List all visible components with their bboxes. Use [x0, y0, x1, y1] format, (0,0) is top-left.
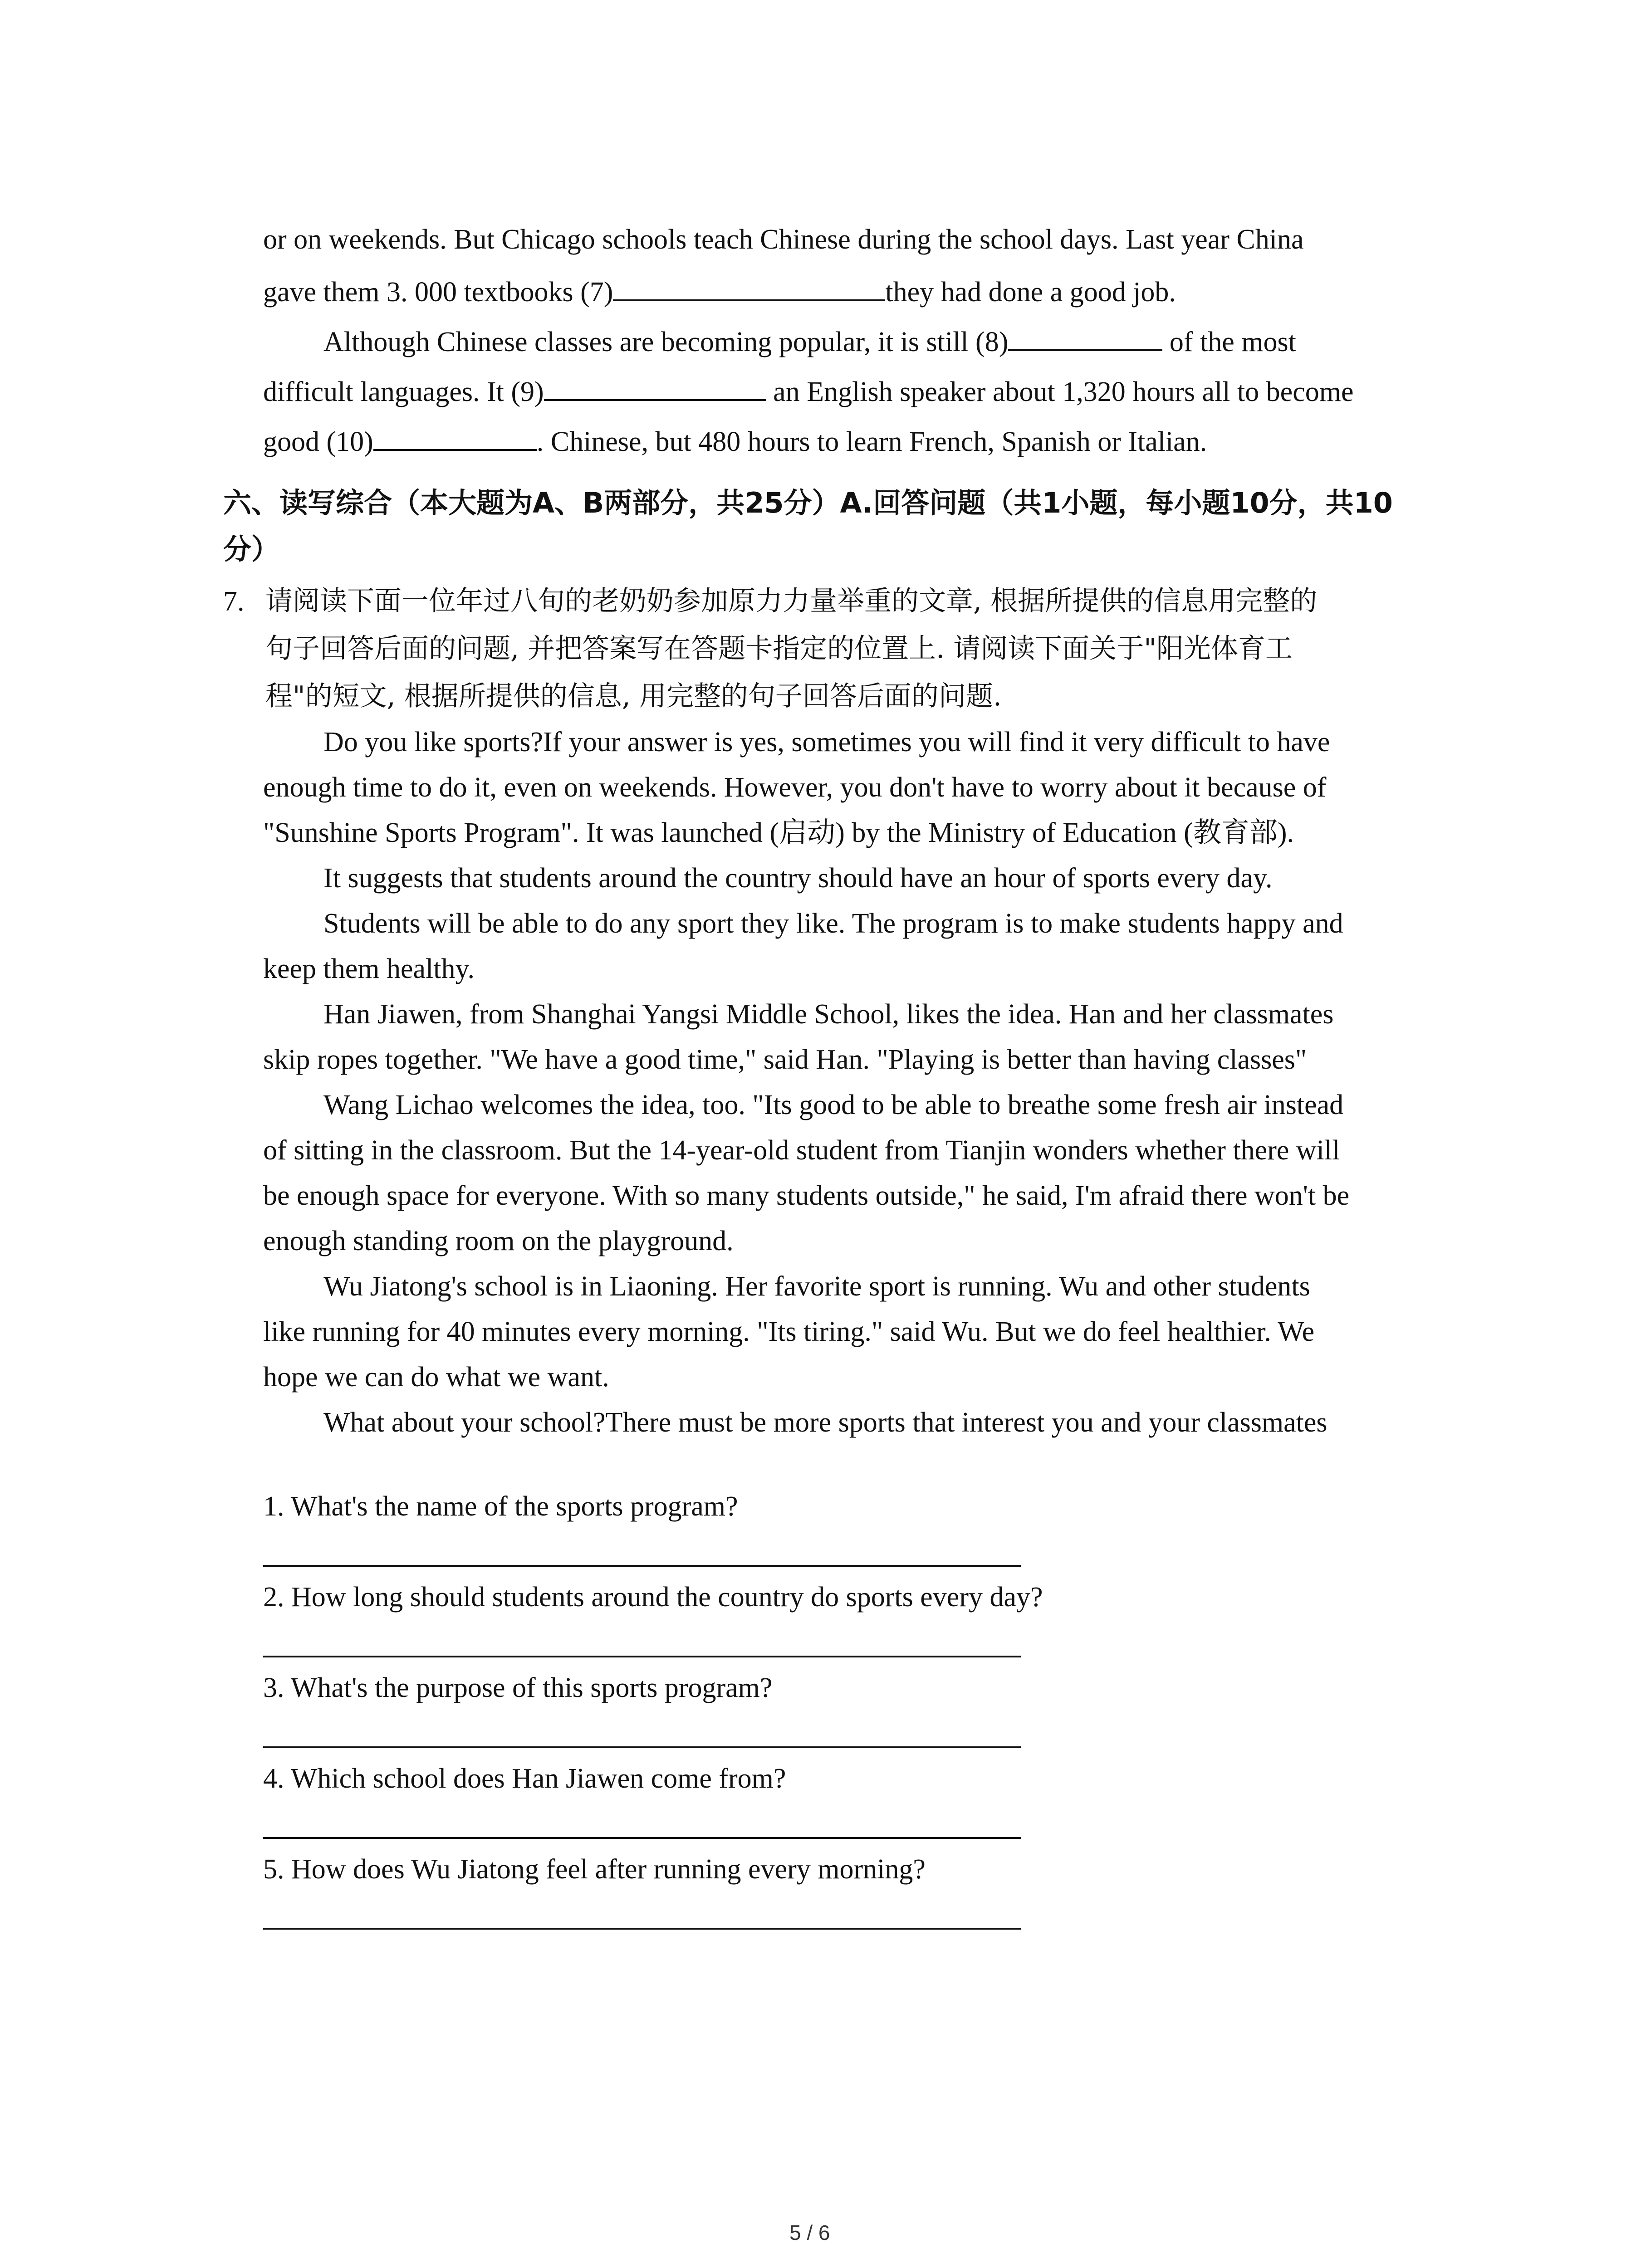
passage-line: It suggests that students around the country should have an hour of sports every day.	[323, 863, 1273, 894]
cloze-text: an English speaker about 1,320 hours all to become	[766, 376, 1354, 407]
question-3: 3. What's the purpose of this sports program?	[263, 1672, 773, 1703]
passage-line: Han Jiawen, from Shanghai Yangsi Middle School, likes the idea. Han and her classmates	[323, 999, 1334, 1030]
instruction-line-2: 句子回答后面的问题, 并把答案写在答题卡指定的位置上. 请阅读下面关于"阳光体育工	[265, 633, 1293, 665]
passage-line: "Sunshine Sports Program". It was launched (启动) by the Ministry of Education (教育部).	[263, 817, 1294, 848]
answer-line-3[interactable]	[263, 1746, 1021, 1748]
cloze-line-1: or on weekends. But Chicago schools teach Chinese during the school days. Last year China	[263, 224, 1304, 255]
passage-line: Wu Jiatong's school is in Liaoning. Her favorite sport is running. Wu and other students	[323, 1271, 1310, 1302]
passage-line: of sitting in the classroom. But the 14-year-old student from Tianjin wonders whether there will	[263, 1135, 1340, 1166]
cloze-text: difficult languages. It (9)	[263, 376, 544, 407]
instruction-line-1: 请阅读下面一位年过八旬的老奶奶参加原力力量举重的文章, 根据所提供的信息用完整的	[265, 585, 1318, 617]
section-heading-cont: 分）	[223, 533, 280, 566]
cloze-line-3	[323, 326, 1296, 356]
question-1: 1. What's the name of the sports program?	[263, 1491, 738, 1522]
passage-line: skip ropes together. "We have a good time," said Han. "Playing is better than having classes"	[263, 1044, 1307, 1075]
page-number: 5 / 6	[789, 2221, 830, 2244]
question-2: 2. How long should students around the country do sports every day?	[263, 1582, 1043, 1613]
answer-line-2[interactable]	[263, 1656, 1021, 1657]
blank-8[interactable]	[1008, 326, 1162, 351]
question-5: 5. How does Wu Jiatong feel after running every morning?	[263, 1854, 926, 1885]
passage-line: enough time to do it, even on weekends. However, you don't have to worry about it because of	[263, 772, 1327, 803]
cloze-line-2	[263, 276, 1176, 306]
cloze-text: they had done a good job.	[885, 277, 1176, 308]
cloze-text: gave them 3. 000 textbooks (7)	[263, 277, 613, 308]
blank-7[interactable]	[613, 276, 885, 301]
cloze-text: good (10)	[263, 426, 373, 457]
cloze-line-5	[263, 425, 1207, 456]
answer-line-5[interactable]	[263, 1928, 1021, 1930]
cloze-text: Although Chinese classes are becoming popular, it is still (8)	[323, 327, 1009, 357]
passage-line: enough standing room on the playground.	[263, 1226, 734, 1256]
cloze-line-4	[263, 376, 1353, 406]
blank-9[interactable]	[544, 376, 766, 401]
instruction-line-3: 程"的短文, 根据所提供的信息, 用完整的句子回答后面的问题.	[265, 680, 1002, 712]
blank-10[interactable]	[373, 425, 537, 451]
cloze-text: of the most	[1162, 327, 1296, 357]
passage-line: Students will be able to do any sport they like. The program is to make students happy and	[323, 908, 1343, 939]
answer-line-1[interactable]	[263, 1565, 1021, 1567]
passage-line: keep them healthy.	[263, 953, 475, 984]
passage-line: be enough space for everyone. With so many students outside," he said, I'm afraid there won't be	[263, 1180, 1350, 1211]
question-4: 4. Which school does Han Jiawen come from?	[263, 1763, 786, 1794]
section-heading: 六、读写综合（本大题为A、B两部分，共25分）A.回答问题（共1小题，每小题10分，共10	[223, 486, 1393, 519]
passage-line: Wang Lichao welcomes the idea, too. "Its good to be able to breathe some fresh air instead	[323, 1090, 1344, 1120]
question-number: 7.	[223, 586, 245, 617]
cloze-text: . Chinese, but 480 hours to learn French, Spanish or Italian.	[536, 426, 1207, 457]
answer-line-4[interactable]	[263, 1837, 1021, 1839]
passage-line: hope we can do what we want.	[263, 1362, 609, 1393]
passage-line: like running for 40 minutes every morning. "Its tiring." said Wu. But we do feel healthier. We	[263, 1316, 1315, 1347]
passage-line: Do you like sports?If your answer is yes, sometimes you will find it very difficult to have	[323, 727, 1330, 758]
passage-line: What about your school?There must be more sports that interest you and your classmates	[323, 1407, 1327, 1438]
